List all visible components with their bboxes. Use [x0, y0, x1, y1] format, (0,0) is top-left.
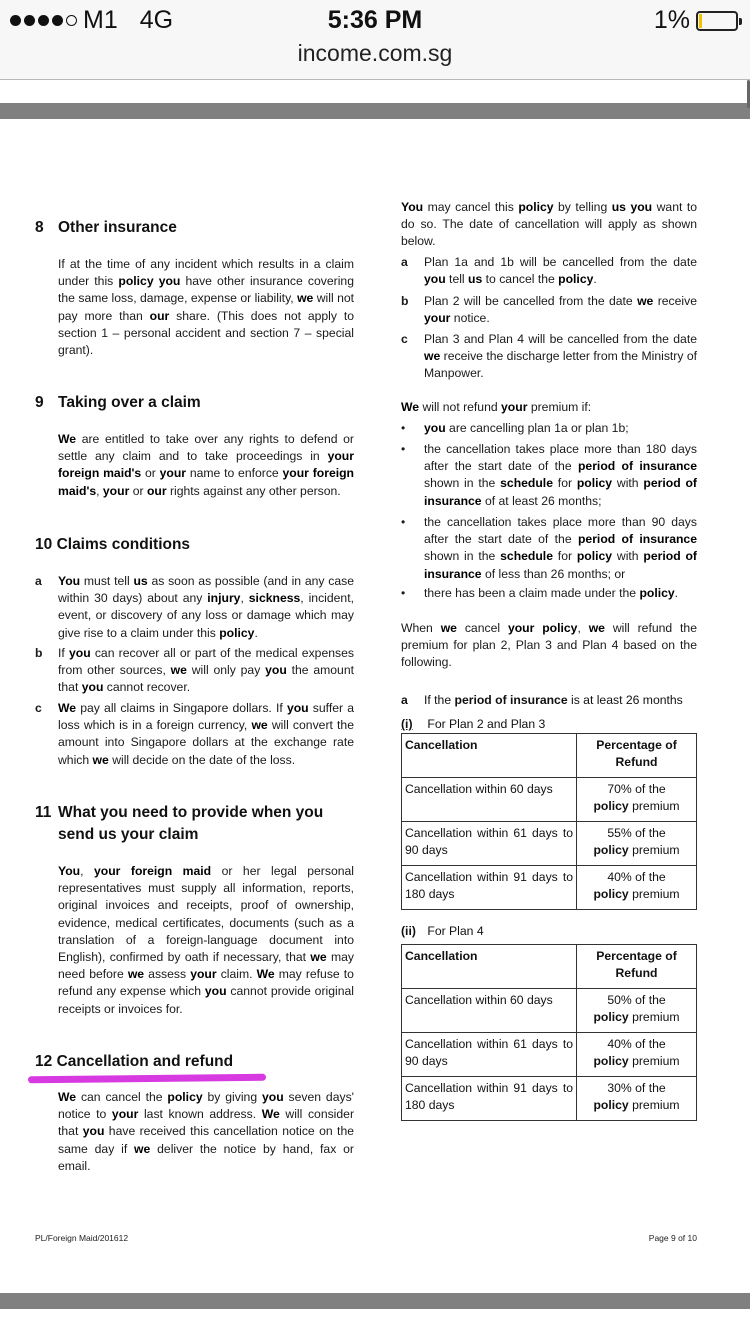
- page-separator-top: [0, 103, 750, 119]
- table2-caption: (ii) For Plan 4: [401, 924, 484, 938]
- header-percentage: Percentage of Refund: [577, 945, 697, 989]
- section-9-body: We are entitled to take over any rights to defend or settle any claim and to take proceedings in your foreign maid's or your name to enforce your foreign maid's, your or our rights against any other person.: [58, 432, 354, 498]
- no-refund-bullet-2: • the cancellation takes place more than 180 days after the start date of the period of insurance shown in the schedule for policy with period of insurance of at least 26 months;: [401, 442, 697, 508]
- pink-highlight-stroke: [28, 1074, 266, 1083]
- carrier-name: M1: [83, 6, 118, 34]
- network-type: 4G: [139, 6, 174, 34]
- address-bar-url[interactable]: income.com.sg: [297, 40, 453, 66]
- table-row: Cancellation within 91 days to 180 days 30% of the policy premium: [402, 1077, 697, 1121]
- table1-caption: (i) For Plan 2 and Plan 3: [401, 717, 546, 731]
- table-row: Cancellation within 91 days to 180 days 40% of the policy premium: [402, 866, 697, 910]
- table-row: Cancellation within 60 days 50% of the policy premium: [402, 989, 697, 1033]
- table-row: Cancellation within 60 days 70% of the policy premium: [402, 778, 697, 822]
- section-12-body: We can cancel the policy by giving you seven days' notice to your last known address. We will consider that you have received this cancellation notice on the same day if we deliver the notice by hand, fax or email.: [58, 1090, 355, 1173]
- section-8-body: If at the time of any incident which results in a claim under this policy you have other insurance covering the same loss, damage, expense or liability, we will not pay more than our share. (This does not apply to section 1 – personal accident and section 7 – special grant).: [58, 257, 355, 358]
- pdf-page: [0, 119, 750, 1293]
- status-bar: [0, 0, 750, 80]
- battery-area: [654, 6, 738, 35]
- no-refund-bullet-1: • you are cancelling plan 1a or plan 1b;: [401, 421, 629, 435]
- section-11-body: You, your foreign maid or her legal personal representatives must supply all information, reports, original invoices and receipts, proof of ownership, evidence, medical certificates, documents (such as a translation of a foreign-language document into English), confirmed by oath if necessary, that we may need before we assess your claim. We may refuse to refund any expense which you cannot provide original receipts or invoices for.: [58, 864, 354, 1016]
- header-cancellation: Cancellation: [402, 734, 577, 778]
- clock: 5:36 PM: [327, 6, 423, 34]
- section-10-item-c: c We pay all claims in Singapore dollars. If you suffer a loss which is in a foreign currency, we will convert the amount into Singapore dollars at the exchange rate which we will decide on the date of the loss.: [35, 701, 354, 767]
- section-11-heading: 11 What you need to provide when you send us your claim: [35, 804, 324, 843]
- header-percentage: Percentage of Refund: [577, 734, 697, 778]
- page-separator-bottom: [0, 1293, 750, 1309]
- document-code: PL/Foreign Maid/201612: [35, 1233, 129, 1243]
- cancel-item-b: b Plan 2 will be cancelled from the date we receive your notice.: [401, 294, 697, 326]
- table-header-row: [402, 945, 697, 989]
- refund-condition-a: a If the period of insurance is at least 26 months: [401, 693, 683, 707]
- cancel-intro: You may cancel this policy by telling us you want to do so. The date of cancellation will apply as shown below.: [401, 200, 698, 249]
- refund-basis-text: When we cancel your policy, we will refund the premium for plan 2, Plan 3 and Plan 4 based on the following.: [401, 621, 697, 670]
- battery-percent: 1%: [653, 6, 690, 34]
- table-row: Cancellation within 61 days to 90 days 40% of the policy premium: [402, 1033, 697, 1077]
- table-row: Cancellation within 61 days to 90 days 55% of the policy premium: [402, 822, 697, 866]
- no-refund-intro: We will not refund your premium if:: [401, 400, 592, 414]
- refund-table-plan-2-3: [401, 733, 697, 910]
- section-12-heading: 12 Cancellation and refund: [35, 1053, 234, 1070]
- section-9-heading: 9 Taking over a claim: [35, 394, 201, 411]
- no-refund-bullet-3: • the cancellation takes place more than 90 days after the start date of the period of insurance shown in the schedule for policy with period of insurance of less than 26 months; or: [401, 515, 697, 581]
- cancel-item-a: a Plan 1a and 1b will be cancelled from the date you tell us to cancel the policy.: [401, 255, 697, 287]
- section-10-item-b: b If you can recover all or part of the medical expenses from other sources, we will only pay you the amount that you cannot recover.: [35, 646, 354, 695]
- refund-table-plan-4: [401, 944, 697, 1121]
- page-number: Page 9 of 10: [648, 1233, 697, 1243]
- section-10-item-a: a You must tell us as soon as possible (and in any case within 30 days) about any injury, sickness, incident, event, or discovery of any loss or damage which may give rise to a claim under this policy.: [35, 574, 354, 640]
- header-cancellation: Cancellation: [402, 945, 577, 989]
- no-refund-bullet-4: • there has been a claim made under the policy.: [401, 586, 679, 600]
- section-10-heading: 10 Claims conditions: [35, 536, 191, 553]
- table-header-row: [402, 734, 697, 778]
- cancel-item-c: c Plan 3 and Plan 4 will be cancelled from the date we receive the discharge letter from the Ministry of Manpower.: [401, 332, 697, 381]
- section-8-heading: 8 Other insurance: [35, 219, 177, 236]
- battery-icon: [696, 11, 738, 31]
